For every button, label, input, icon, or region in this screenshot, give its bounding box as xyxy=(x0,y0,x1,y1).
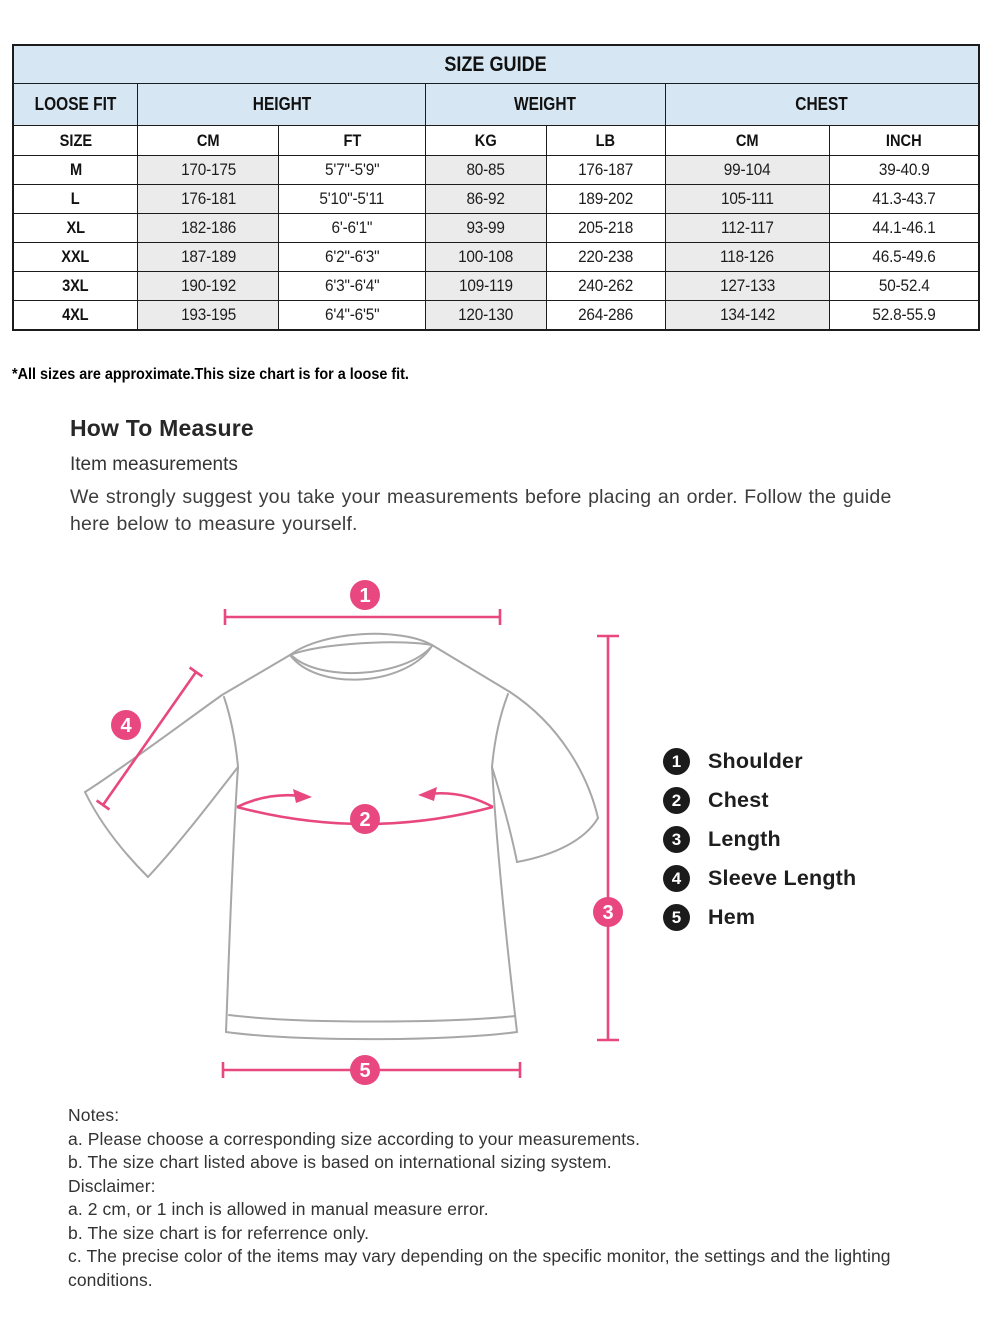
size-table-row xyxy=(13,301,979,331)
group-header-weight: WEIGHT xyxy=(425,84,665,126)
sub-header-chest-cm: CM xyxy=(665,126,829,156)
measurement-cell: 6'-6'1" xyxy=(279,214,426,243)
size-table-row xyxy=(13,272,979,301)
svg-text:1: 1 xyxy=(359,585,371,607)
note-line: a. 2 cm, or 1 inch is allowed in manual measure error. xyxy=(68,1199,489,1219)
length-measure-line xyxy=(593,636,623,1040)
measurement-cell: 189-202 xyxy=(546,185,665,214)
measurement-cell: 44.1-46.1 xyxy=(829,214,979,243)
sub-header-weight-lb: LB xyxy=(546,126,665,156)
shoulder-measure-line xyxy=(225,580,500,625)
size-table-row xyxy=(13,214,979,243)
chest-measure-line xyxy=(237,787,493,834)
legend-number-badge: 5 xyxy=(663,904,690,931)
legend-item xyxy=(663,781,856,820)
size-table-row xyxy=(13,156,979,185)
sub-header-weight-kg: KG xyxy=(425,126,546,156)
legend-label: Shoulder xyxy=(708,749,803,773)
legend-label: Sleeve Length xyxy=(708,866,857,890)
measurement-cell: 80-85 xyxy=(425,156,546,185)
how-to-measure-heading: How To Measure xyxy=(70,415,254,441)
size-table-row xyxy=(13,243,979,272)
size-chart-footnote: *All sizes are approximate.This size chart is for a loose fit. xyxy=(12,366,409,383)
sub-header-height-cm: CM xyxy=(138,126,279,156)
sub-header-chest-inch: INCH xyxy=(829,126,979,156)
measurement-cell: 41.3-43.7 xyxy=(829,185,979,214)
measurement-cell: 240-262 xyxy=(546,272,665,301)
tshirt-outline-drawing xyxy=(85,634,598,1039)
note-line: c. The precise color of the items may vary depending on the specific monitor, the settings and the lighting conditions. xyxy=(68,1246,891,1290)
legend-label: Hem xyxy=(708,905,756,929)
note-line: b. The size chart listed above is based on international sizing system. xyxy=(68,1152,612,1172)
size-table-body xyxy=(13,156,979,331)
measurement-cell: 187-189 xyxy=(138,243,279,272)
measurement-cell: 99-104 xyxy=(665,156,829,185)
measurement-cell: 118-126 xyxy=(665,243,829,272)
legend-label: Length xyxy=(708,827,781,851)
legend-number-badge: 2 xyxy=(663,787,690,814)
measurement-cell: 52.8-55.9 xyxy=(829,301,979,331)
measurement-cell: 176-187 xyxy=(546,156,665,185)
measurement-cell: 6'3"-6'4" xyxy=(279,272,426,301)
size-cell: 3XL xyxy=(13,272,138,301)
size-cell: XL xyxy=(13,214,138,243)
item-measurements-label: Item measurements xyxy=(70,454,238,475)
sub-header-size: SIZE xyxy=(13,126,138,156)
measurement-cell: 5'10"-5'11 xyxy=(279,185,426,214)
legend-item xyxy=(663,898,856,937)
legend-item xyxy=(663,820,856,859)
measurement-cell: 205-218 xyxy=(546,214,665,243)
measurement-cell: 86-92 xyxy=(425,185,546,214)
measurement-cell: 193-195 xyxy=(138,301,279,331)
measurement-cell: 264-286 xyxy=(546,301,665,331)
measurement-cell: 93-99 xyxy=(425,214,546,243)
note-line: Disclaimer: xyxy=(68,1175,156,1196)
size-guide-table xyxy=(12,44,980,331)
group-header-height: HEIGHT xyxy=(138,84,426,126)
measurement-cell: 46.5-49.6 xyxy=(829,243,979,272)
notes-block xyxy=(68,1104,980,1292)
measurement-cell: 190-192 xyxy=(138,272,279,301)
measurement-cell: 120-130 xyxy=(425,301,546,331)
table-title-row xyxy=(13,45,979,84)
size-cell: L xyxy=(13,185,138,214)
size-cell: XXL xyxy=(13,243,138,272)
measurement-cell: 170-175 xyxy=(138,156,279,185)
size-cell: 4XL xyxy=(13,301,138,331)
measurement-cell: 127-133 xyxy=(665,272,829,301)
legend-label: Chest xyxy=(708,788,769,812)
measurement-cell: 134-142 xyxy=(665,301,829,331)
sub-header-height-ft: FT xyxy=(279,126,426,156)
measurement-cell: 5'7"-5'9" xyxy=(279,156,426,185)
legend-number-badge: 1 xyxy=(663,748,690,775)
measurement-cell: 109-119 xyxy=(425,272,546,301)
measure-instructions-text: We strongly suggest you take your measurements before placing an order. Follow the guide here below to measure yourself. xyxy=(70,486,892,535)
measurement-cell: 220-238 xyxy=(546,243,665,272)
measurement-diagram xyxy=(60,555,660,1100)
note-line: b. The size chart is for referrence only. xyxy=(68,1222,370,1243)
legend-item xyxy=(663,859,856,898)
measurement-cell: 50-52.4 xyxy=(829,272,979,301)
measurement-cell: 182-186 xyxy=(138,214,279,243)
svg-text:3: 3 xyxy=(602,902,614,924)
group-header-chest: CHEST xyxy=(665,84,979,126)
measurement-cell: 6'2"-6'3" xyxy=(279,243,426,272)
measurement-cell: 39-40.9 xyxy=(829,156,979,185)
note-line: Notes: xyxy=(68,1105,120,1125)
size-cell: M xyxy=(13,156,138,185)
note-line: a. Please choose a corresponding size according to your measurements. xyxy=(68,1128,641,1149)
legend xyxy=(663,742,856,937)
legend-number-badge: 4 xyxy=(663,865,690,892)
group-header-loose-fit: LOOSE FIT xyxy=(13,84,138,126)
measurement-cell: 176-181 xyxy=(138,185,279,214)
measurement-cell: 105-111 xyxy=(665,185,829,214)
table-sub-header-row xyxy=(13,126,979,156)
table-title: SIZE GUIDE xyxy=(13,45,979,84)
legend-item xyxy=(663,742,856,781)
measurement-cell: 100-108 xyxy=(425,243,546,272)
svg-text:5: 5 xyxy=(359,1060,371,1082)
svg-text:2: 2 xyxy=(359,809,371,831)
legend-number-badge: 3 xyxy=(663,826,690,853)
sleeve-measure-line xyxy=(97,668,203,810)
hem-measure-line xyxy=(223,1055,520,1085)
measurement-cell: 112-117 xyxy=(665,214,829,243)
svg-text:4: 4 xyxy=(120,715,132,737)
size-table-row xyxy=(13,185,979,214)
table-group-header-row xyxy=(13,84,979,126)
measurement-cell: 6'4"-6'5" xyxy=(279,301,426,331)
